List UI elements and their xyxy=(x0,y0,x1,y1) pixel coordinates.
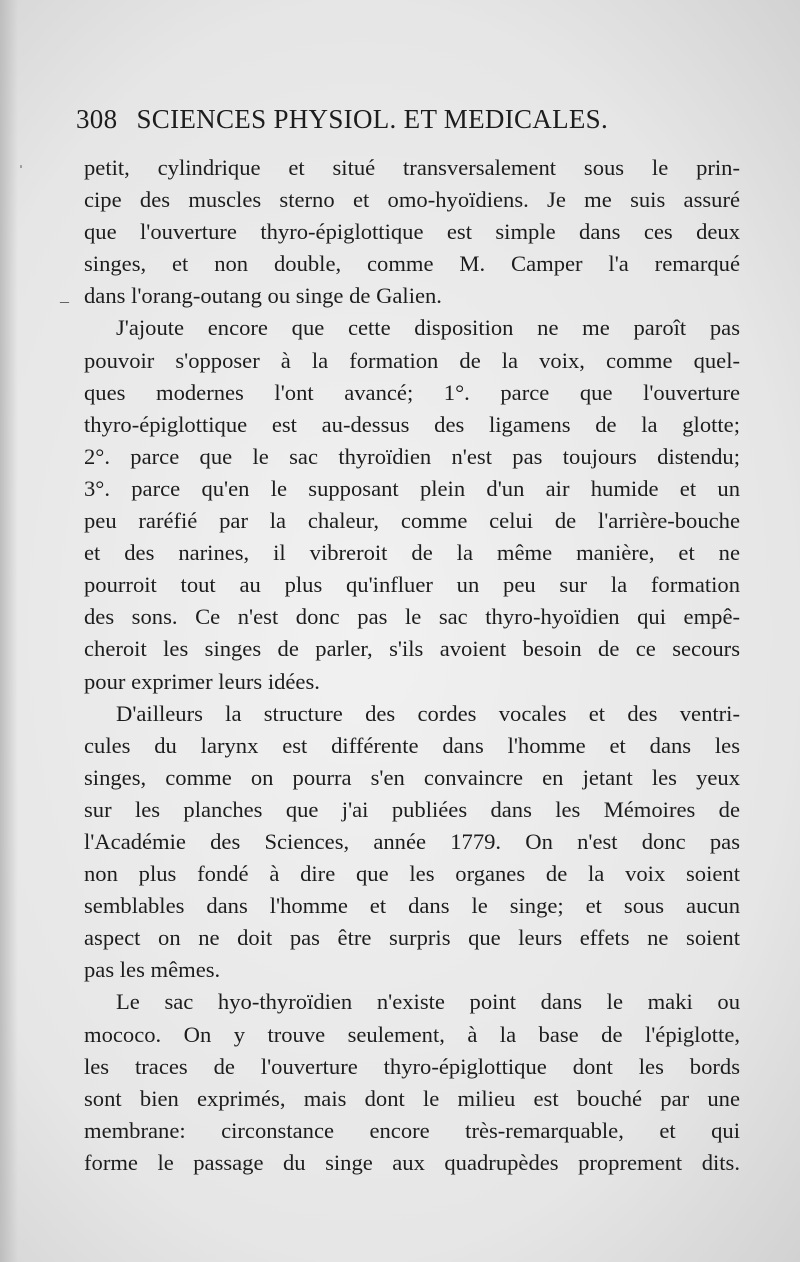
text-line: et des narines, il vibreroit de la même manière, et ne xyxy=(84,540,740,566)
text-line: pour exprimer leurs idées. xyxy=(84,668,320,694)
text-line: J'ajoute encore que cette disposition ne me paroît pas xyxy=(116,315,740,341)
text-line: Le sac hyo-thyroïdien n'existe point dans le maki ou xyxy=(116,989,740,1015)
text-line: pas les mêmes. xyxy=(84,957,221,983)
text-line: pourroit tout au plus qu'influer un peu sur la formation xyxy=(84,572,740,598)
text-line: ques modernes l'ont avancé; 1°. parce que l'ouverture xyxy=(84,379,740,405)
text-line: membrane: circonstance encore très-remarquable, et qui xyxy=(84,1117,740,1143)
margin-tick: ˌ xyxy=(18,148,24,168)
text-line: peu raréfié par la chaleur, comme celui de l'arrière-bouche xyxy=(84,508,740,534)
text-line: semblables dans l'homme et dans le singe; et sous aucun xyxy=(84,893,740,919)
text-line: que l'ouverture thyro-épiglottique est simple dans ces deux xyxy=(84,219,740,245)
text-line: aspect on ne doit pas être surpris que leurs effets ne soient xyxy=(84,925,740,951)
text-line: des sons. Ce n'est donc pas le sac thyro-hyoïdien qui empê- xyxy=(84,604,740,630)
text-line: petit, cylindrique et situé transversalement sous le prin- xyxy=(84,155,740,180)
text-line: thyro-épiglottique est au-dessus des ligamens de la glotte; xyxy=(84,411,740,437)
text-line: 3°. parce qu'en le supposant plein d'un air humide et un xyxy=(84,475,740,501)
page-number: 308 xyxy=(76,104,118,134)
text-line: cules du larynx est différente dans l'homme et dans les xyxy=(84,732,740,758)
text-line: dans l'orang-outang ou singe de Galien. xyxy=(84,283,442,309)
running-head xyxy=(76,104,686,144)
paragraph xyxy=(84,152,740,312)
text-line: pouvoir s'opposer à la formation de la voix, comme quel- xyxy=(84,347,740,373)
text-line: sur les planches que j'ai publiées dans les Mémoires de xyxy=(84,796,740,822)
body-text xyxy=(84,152,740,1179)
text-line: cheroit les singes de parler, s'ils avoient besoin de ce secours xyxy=(84,636,740,662)
gutter-shadow xyxy=(0,0,18,1262)
paragraph xyxy=(84,698,740,987)
text-line: D'ailleurs la structure des cordes vocales et des ventri- xyxy=(116,700,740,726)
text-line: cipe des muscles sterno et omo-hyoïdiens. Je me suis assuré xyxy=(84,187,740,213)
paragraph xyxy=(84,312,740,697)
text-line: 2°. parce que le sac thyroïdien n'est pas toujours distendu; xyxy=(84,443,740,469)
text-line: sont bien exprimés, mais dont le milieu est bouché par une xyxy=(84,1085,740,1111)
text-line: singes, et non double, comme M. Camper l'a remarqué xyxy=(84,251,740,277)
paragraph xyxy=(84,986,740,1179)
text-line: forme le passage du singe aux quadrupèdes proprement dits. xyxy=(84,1149,740,1175)
running-title: SCIENCES PHYSIOL. ET MEDICALES. xyxy=(136,104,609,134)
text-line: les traces de l'ouverture thyro-épiglottique dont les bords xyxy=(84,1053,740,1079)
margin-dash: – xyxy=(60,291,69,311)
text-line: singes, comme on pourra s'en convaincre en jetant les yeux xyxy=(84,764,740,790)
text-line: l'Académie des Sciences, année 1779. On n'est donc pas xyxy=(84,828,740,854)
text-line: non plus fondé à dire que les organes de la voix soient xyxy=(84,861,740,887)
text-line: mococo. On y trouve seulement, à la base de l'épiglotte, xyxy=(84,1021,740,1047)
